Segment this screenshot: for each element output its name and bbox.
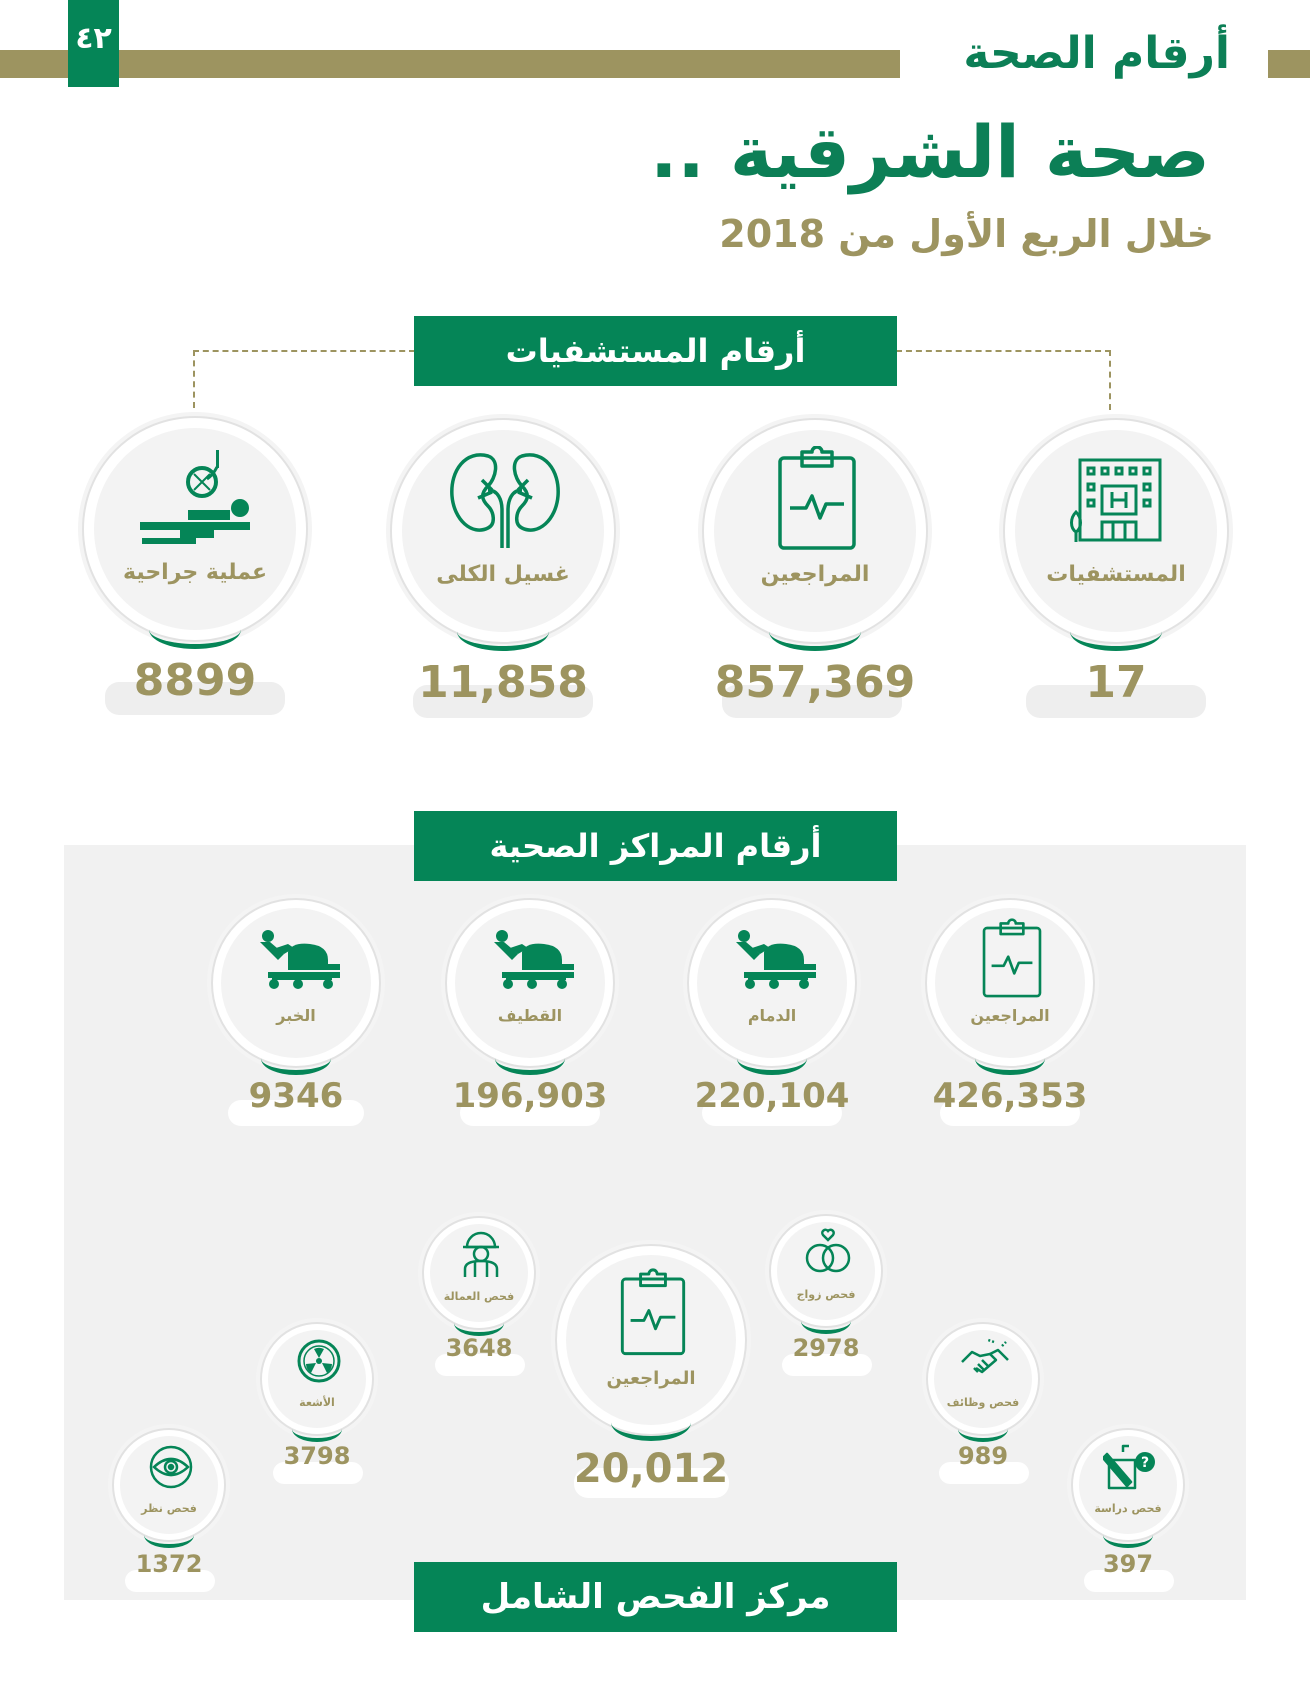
- hc-dammam-value: 220,104: [694, 1076, 850, 1116]
- hospital-visitors-value: 857,369: [714, 657, 916, 708]
- study-exam-label: فحص دراسة: [1094, 1502, 1162, 1515]
- hc-dammam-arc: [737, 1042, 807, 1075]
- study-exam-value: 397: [1102, 1550, 1154, 1578]
- checkup-visitors-label: المراجعين: [606, 1368, 696, 1389]
- marriage-exam-value: 2978: [792, 1334, 860, 1362]
- health-centers-banner: أرقام المراكز الصحية: [414, 811, 897, 881]
- worker-helmet-icon: [459, 1231, 503, 1277]
- radiology-arc: [292, 1416, 342, 1442]
- connector-left-down: [193, 350, 195, 408]
- hc-khobar-value: 9346: [248, 1076, 344, 1116]
- vision-exam-label: فحص نظر: [141, 1502, 197, 1515]
- hc-qatif-label: القطيف: [497, 1006, 563, 1025]
- header-band-right: [1268, 50, 1310, 78]
- jobs-exam-label: فحص وظائف: [946, 1396, 1020, 1409]
- vision-exam-arc: [144, 1522, 194, 1548]
- section-title: أرقام الصحة: [963, 28, 1230, 79]
- hospitals-count-label: المستشفيات: [1046, 562, 1186, 587]
- checkup-visitors-value: 20,012: [573, 1446, 729, 1492]
- surgery-value: 8899: [133, 655, 257, 706]
- hospital-visitors-label: المراجعين: [760, 562, 870, 587]
- svg-text:?: ?: [1140, 1455, 1150, 1471]
- radiology-label: الأشعة: [299, 1396, 335, 1409]
- hospital-visitors-card: [702, 418, 928, 644]
- handshake-icon: [958, 1338, 1012, 1384]
- clipboard-heartbeat-icon: [619, 1268, 687, 1358]
- hospitals-banner: أرقام المستشفيات: [414, 316, 897, 386]
- surgery-table-icon: [136, 448, 260, 544]
- jobs-exam-value: 989: [957, 1442, 1009, 1470]
- hc-khobar-arc: [261, 1042, 331, 1075]
- hc-dammam-label: الدمام: [747, 1006, 797, 1025]
- rings-heart-icon: [801, 1228, 855, 1274]
- clipboard-heartbeat-icon: [776, 446, 858, 552]
- clipboard-heartbeat-icon: [981, 918, 1043, 1000]
- hospitals-count-arc: [1070, 612, 1162, 651]
- dialysis-card: [390, 418, 616, 644]
- dialysis-value: 11,858: [418, 657, 588, 708]
- checkup-center-banner: مركز الفحص الشامل: [414, 1562, 897, 1632]
- patient-bed-icon: [258, 928, 344, 992]
- connector-left: [193, 350, 415, 352]
- hospital-building-icon: [1068, 456, 1168, 548]
- surgery-label: عملية جراحية: [123, 560, 267, 585]
- connector-right: [896, 350, 1111, 352]
- hc-visitors-label: المراجعين: [970, 1006, 1050, 1025]
- hc-khobar-label: الخبر: [276, 1006, 316, 1025]
- patient-bed-icon: [734, 928, 820, 992]
- surgery-arc: [149, 610, 241, 649]
- dialysis-arc: [457, 612, 549, 651]
- page-number: ٤٢: [68, 0, 119, 87]
- hc-visitors-value: 426,353: [932, 1076, 1088, 1116]
- hc-qatif-arc: [495, 1042, 565, 1075]
- kidneys-icon: [448, 450, 562, 550]
- checkup-visitors-arc: [611, 1404, 691, 1441]
- patient-bed-icon: [492, 928, 578, 992]
- hospital-visitors-arc: [769, 612, 861, 651]
- labor-exam-arc: [454, 1310, 504, 1336]
- hospitals-count-value: 17: [1085, 657, 1147, 708]
- connector-right-down: [1109, 350, 1111, 410]
- hospitals-count-card: [1003, 418, 1229, 644]
- labor-exam-label: فحص العمالة: [443, 1290, 515, 1303]
- radiation-icon: [296, 1338, 342, 1384]
- jobs-exam-arc: [958, 1416, 1008, 1442]
- eye-icon: [146, 1444, 196, 1490]
- page-title: صحة الشرقية ..: [650, 110, 1210, 194]
- surgery-card: [82, 416, 308, 642]
- radiology-value: 3798: [283, 1442, 351, 1470]
- marriage-exam-arc: [801, 1308, 851, 1334]
- hc-qatif-value: 196,903: [452, 1076, 608, 1116]
- hc-visitors-arc: [975, 1042, 1045, 1075]
- marriage-exam-label: فحص زواج: [796, 1288, 856, 1301]
- labor-exam-value: 3648: [445, 1334, 513, 1362]
- header-band-left: [0, 50, 900, 78]
- vision-exam-value: 1372: [135, 1550, 203, 1578]
- page-subtitle: خلال الربع الأول من 2018: [719, 212, 1214, 256]
- study-pencil-icon: [1103, 1442, 1157, 1492]
- study-exam-arc: [1103, 1522, 1153, 1548]
- dialysis-label: غسيل الكلى: [436, 562, 570, 587]
